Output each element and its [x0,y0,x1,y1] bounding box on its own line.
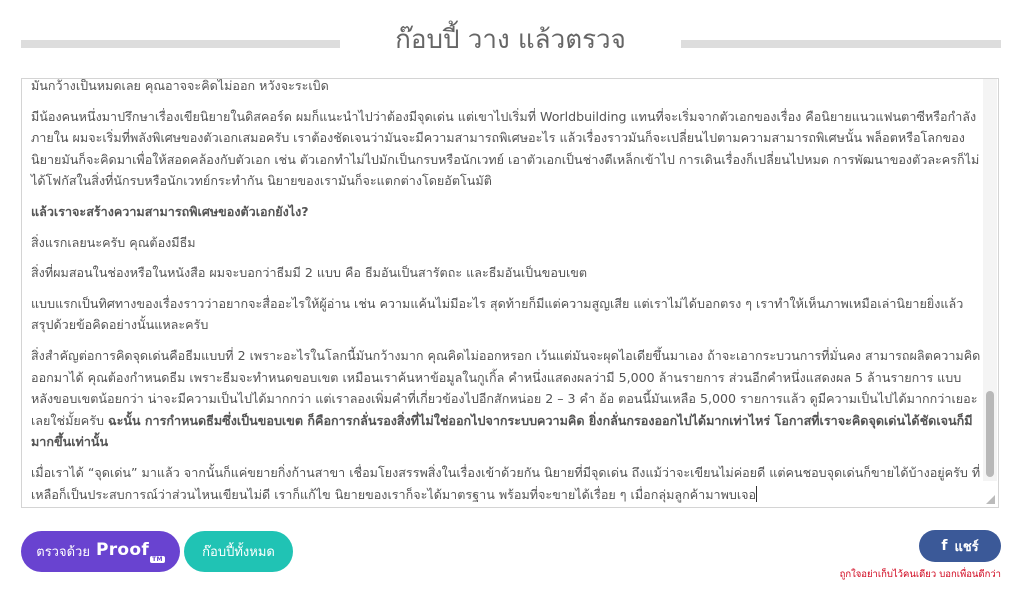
share-note: ถูกใจอย่าเก็บไว้คนเดียว บอกเพื่อนดีกว่า [839,569,1001,580]
editor-paragraph [31,345,981,453]
facebook-icon: f [941,538,948,554]
header-divider-left [21,40,340,48]
share-button-label: แชร์ [954,539,979,555]
editor-scrollbar[interactable] [983,79,997,481]
paragraph-text: สิ่งสำคัญต่อการคิดจุดเด่นคือธีมแบบที่ 2 เพราะอะไรในโลกนี้มันกว้างมาก คุณคิดไม่ออกหรอก เว้นแต่มันจะผุดไอเดียขึ้นมาเอง ถ้าจะเอากระบวนการที่มั่นคง สามารถผลิตความคิดออกมาได้ คุณต้องกำหนดธีม เพราะธีมจะทำหนดขอบเขต เหมือนเราค้นหาข้อมูลในกูเกิ้ล คำหนึ่งแสดงผลว่ามี 5,000 ล้านรายการ ส่วนอีกคำหนึ่งแสดงผล 5 ล้านรายการ แบบหลังขอบเขตน้อยกว่า น่าจะมีความเป็นไปได้มากกว่า แต่เราลองเพิ่มคำที่เกี่ยวข้องไปอีกสักหน่อย 2 – 3 คำ อ้อ ตอนนี้มันเหลือ 5,000 รายการแล้ว ดูมีความเป็นไปได้มากกว่าเยอะเลยใช่มั้ยครับ [31,347,981,428]
header-divider-right [681,40,1001,48]
editor-paragraph: มันกว้างเป็นหมดเลย คุณอาจจะคิดไม่ออก หวังจะระเบิด [31,78,329,93]
text-editor[interactable] [21,78,999,508]
editor-content[interactable] [31,78,981,508]
check-with-proof-button[interactable] [21,531,180,572]
resize-handle-icon[interactable] [986,495,995,504]
editor-paragraph [31,462,981,505]
proof-brand-text: Proof [95,540,150,560]
scrollbar-thumb[interactable] [986,391,994,477]
proof-logo [96,540,165,563]
page-title: ก๊อบปี้ วาง แล้วตรวจ [395,25,626,55]
editor-heading: แล้วเราจะสร้างความสามารถพิเศษของตัวเอกยังไง? [31,203,309,219]
page-header [0,18,1024,62]
editor-paragraph: สิ่งแรกเลยนะครับ คุณต้องมีธีม [31,234,196,250]
paragraph-text: เมื่อเราได้ “จุดเด่น” มาแล้ว จากนั้นก็แค่ขยายกิ่งก้านสาขา เชื่อมโยงสรรพสิ่งในเรื่องเข้าด้วยกัน นิยายที่มีจุดเด่น ถึงแม้ว่าจะเขียนไม่ค่อยดี แต่คนชอบจุดเด่นก็ขายได้บ้างอยู่ครับ ที่เหลือก็เป็นประสบการณ์ว่าส่วนไหนเขียนไม่ดี เราก็แก้ไข นิยายของเราก็จะได้มาตรฐาน พร้อมที่จะขายได้เรื่อย ๆ เมื่อกลุ่มลูกค้ามาพบเจอ [31,464,981,502]
editor-paragraph: แบบแรกเป็นทิศทางของเรื่องราวว่าอยากจะสื่ออะไรให้ผู้อ่าน เช่น ความแค้นไม่มีอะไร สุดท้ายก็มีแต่ความสูญเสีย แต่เราไม่ได้บอกตรง ๆ เราทำให้เห็นภาพเหมือเล่านิยายยิ่งแล้วสรุปด้วยข้อคิดอย่างนั้นแหละครับ [31,295,964,333]
editor-paragraph: สิ่งที่ผมสอนในช่องหรือในหนังสือ ผมจะบอกว่าธีมมี 2 แบบ คือ ธีมอันเป็นสารัตถะ และธีมอันเป็นขอบเขต [31,265,588,281]
text-caret [756,486,757,502]
facebook-share-button[interactable] [919,530,1001,562]
check-button-label: ตรวจด้วย [36,545,90,560]
paragraph-bold-text: ฉะนั้น การกำหนดธีมซึ่งเป็นขอบเขต ก็คือการกลั่นรองสิ่งที่ไม่ใช่ออกไปจากระบบความคิด ยิ่งกลั่นกรองออกไปได้มากเท่าไหร่ โอกาสที่เราจะคิดจุดเด่นได้ชัดเจนก็มีมากขึ้นเท่านั้น [31,412,973,450]
copy-all-button[interactable]: ก๊อบปี้ทั้งหมด [184,531,293,572]
editor-paragraph: มีน้องคนหนึ่งมาปรึกษาเรื่องเขียนิยายในดิสคอร์ด ผมก็แนะนำไปว่าต้องมีจุดเด่น แต่เขาไปเริ่มที่ Worldbuilding แทนที่จะเริ่มจากตัวเอกของเรื่อง คือนิยายแนวแฟนตาซีหรือกำลังภายใน ผมจะเริ่มที่พลังพิเศษของตัวเอกเสมอครับ เราต้องชัดเจนว่ามันจะมีความสามารถพิเศษอะไร แล้วเรื่องราวมันก็จะเปลี่ยนไปตามความสามารถพิเศษนั้น พล็อตหรือโลกของนิยายมันก็จะคิดมาเพื่อให้สอดคล้องกับตัวเอก เช่น ตัวเอกทำไม่ไปมักเป็นกรบหรือนักเวทย์ เอาตัวเอกเป็นช่างตีเหล็กเข้าไป การเดินเรื่องก็เปลี่ยนไปหมด การพัฒนาของตัวละครก็ไม่ได้โฟกัสในสิ่งที่นักรบหรือนักเวทย์กระทำกัน นิยายของเรามันก็จะแตกต่างโดยอัตโนมัติ [31,108,980,189]
proof-tm-badge: TM [152,556,163,563]
